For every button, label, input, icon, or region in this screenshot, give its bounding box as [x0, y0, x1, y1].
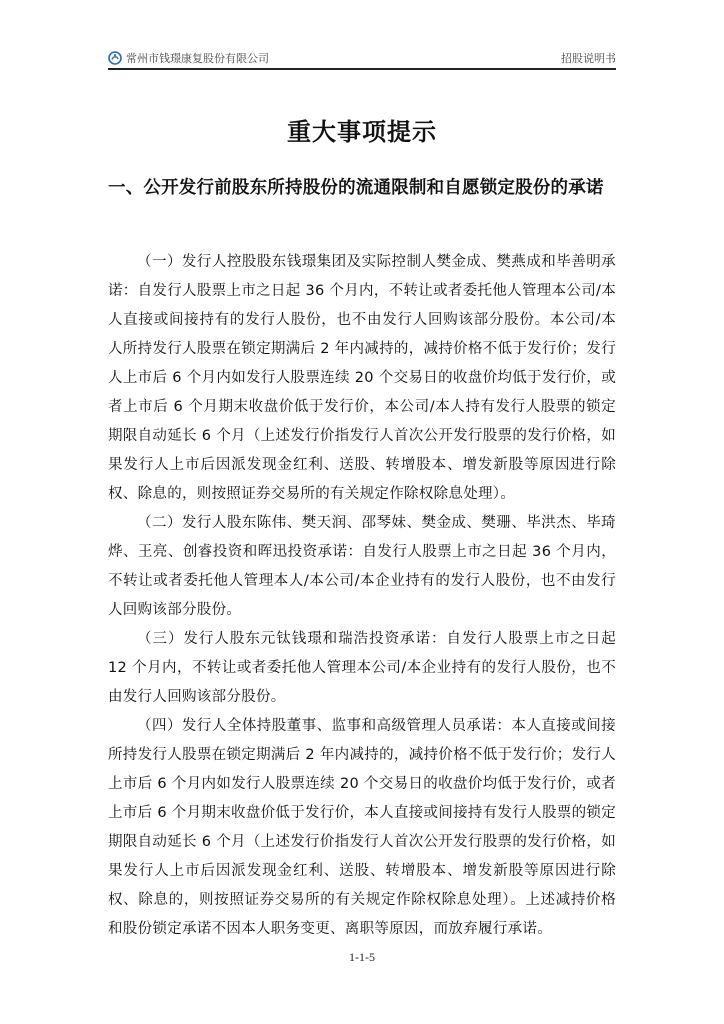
company-logo-icon: [108, 51, 122, 65]
header-company: [108, 50, 269, 66]
page-title: 重大事项提示: [287, 118, 437, 146]
body-text: [108, 248, 616, 944]
page-number: 1-1-5: [349, 950, 375, 964]
paragraph-1: （一）发行人控股股东钱璟集团及实际控制人樊金成、樊燕成和毕善明承诺：自发行人股票上市之日起 36 个月内，不转让或者委托他人管理本公司/本人直接或间接持有的发行人股份，也不由发行人回购该部分股份。本公司/本人所持发行人股票在锁定期满后 2 年内减持的，减持价格不低于发行价；发行人上市后 6 个月内如发行人股票连续 20 个交易日的收盘价均低于发行价，或者上市后 6 个月期末收盘价低于发行价，本公司/本人持有发行人股票的锁定期限自动延长 6 个月（上述发行价指发行人首次公开发行股票的发行价格，如果发行人上市后因派发现金红利、送股、转增股本、增发新股等原因进行除权、除息的，则按照证券交易所的有关规定作除权除息处理）。: [108, 254, 616, 502]
section-heading: 一、公开发行前股东所持股份的流通限制和自愿锁定股份的承诺: [108, 178, 604, 198]
page-header: [108, 48, 616, 68]
header-divider: [108, 68, 616, 70]
paragraph-4: （四）发行人全体持股董事、监事和高级管理人员承诺：本人直接或间接所持发行人股票在锁定期满后 2 年内减持的，减持价格不低于发行价；发行人上市后 6 个月内如发行人股票连续 20 个交易日的收盘价均低于发行价，或者上市后 6 个月期末收盘价低于发行价，本人直接或间接持有发行人股票的锁定期限自动延长 6 个月（上述发行价指发行人首次公开发行股票的发行价格，如果发行人上市后因派发现金红利、送股、转增股本、增发新股等原因进行除权、除息的，则按照证券交易所的有关规定作除权除息处理）。上述减持价格和股份锁定承诺不因本人职务变更、离职等原因，而放弃履行承诺。: [108, 718, 616, 937]
header-doc-type: 招股说明书: [561, 52, 616, 65]
paragraph-3: （三）发行人股东元钛钱璟和瑞浩投资承诺：自发行人股票上市之日起 12 个月内，不转让或者委托他人管理本公司/本企业持有的发行人股份，也不由发行人回购该部分股份。: [108, 631, 616, 705]
paragraph-2: （二）发行人股东陈伟、樊天润、邵琴妹、樊金成、樊珊、毕洪杰、毕琦烨、王亮、创睿投资和晖迅投资承诺：自发行人股票上市之日起 36 个月内，不转让或者委托他人管理本人/本公司/本企业持有的发行人股份，也不由发行人回购该部分股份。: [108, 515, 616, 618]
header-company-name: 常州市钱璟康复股份有限公司: [126, 52, 269, 65]
